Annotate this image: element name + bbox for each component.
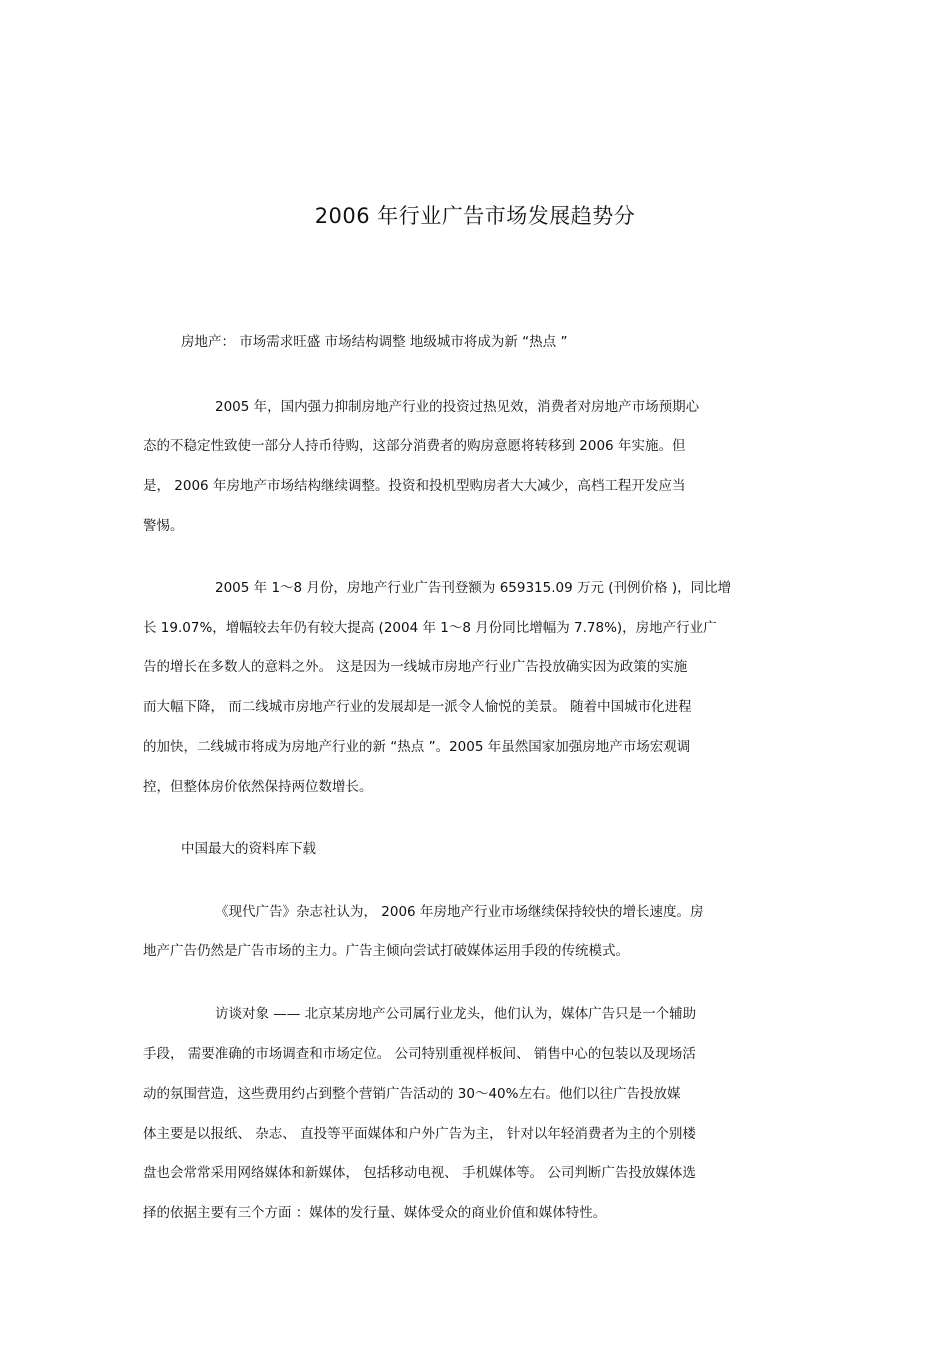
paragraph-line: 长 19.07%，增幅较去年仍有较大提高 (2004 年 1～8 月份同比增幅为 7.78%)，房地产行业广 xyxy=(143,620,717,636)
paragraph-line: 而大幅下降， 而二线城市房地产行业的发展却是一派令人愉悦的美景。 随着中国城市化进程 xyxy=(143,699,692,715)
paragraph-line: 手段， 需要准确的市场调查和市场定位。 公司特别重视样板间、 销售中心的包装以及现场活 xyxy=(143,1046,696,1062)
paragraph-line: 访谈对象 —— 北京某房地产公司属行业龙头，他们认为，媒体广告只是一个辅助 xyxy=(215,1006,697,1022)
section-heading: 房地产： 市场需求旺盛 市场结构调整 地级城市将成为新 “热点 ” xyxy=(181,334,568,350)
paragraph-line: 是， 2006 年房地产市场结构继续调整。投资和投机型购房者大大减少，高档工程开发应当 xyxy=(143,478,686,494)
paragraph-line: 警惕。 xyxy=(143,518,184,534)
document-title: 2006 年行业广告市场发展趋势分 xyxy=(314,204,636,228)
paragraph-line: 动的氛围营造，这些费用约占到整个营销广告活动的 30～40%左右。他们以往广告投放媒 xyxy=(143,1086,681,1102)
paragraph-line: 地产广告仍然是广告市场的主力。广告主倾向尝试打破媒体运用手段的传统模式。 xyxy=(143,943,629,959)
paragraph-line: 告的增长在多数人的意料之外。 这是因为一线城市房地产行业广告投放确实因为政策的实施 xyxy=(143,659,688,675)
paragraph-line: 择的依据主要有三个方面 ：媒体的发行量、媒体受众的商业价值和媒体特性。 xyxy=(143,1205,607,1221)
paragraph-line: 盘也会常常采用网络媒体和新媒体， 包括移动电视、 手机媒体等。 公司判断广告投放媒体选 xyxy=(143,1165,696,1181)
paragraph-line: 控，但整体房价依然保持两位数增长。 xyxy=(143,779,373,795)
paragraph-line: 态的不稳定性致使一部分人持币待购，这部分消费者的购房意愿将转移到 2006 年实施。但 xyxy=(143,438,686,454)
paragraph-line: 中国最大的资料库下载 xyxy=(181,841,316,857)
paragraph-line: 2005 年，国内强力抑制房地产行业的投资过热见效，消费者对房地产市场预期心 xyxy=(215,399,700,415)
paragraph-line: 《现代广告》杂志社认为， 2006 年房地产行业市场继续保持较快的增长速度。房 xyxy=(215,904,704,920)
paragraph-line: 的加快，二线城市将成为房地产行业的新 “热点 ”。2005 年虽然国家加强房地产市场宏观调 xyxy=(143,739,691,755)
paragraph-line: 体主要是以报纸、 杂志、 直投等平面媒体和户外广告为主， 针对以年轻消费者为主的个别楼 xyxy=(143,1126,696,1142)
paragraph-line: 2005 年 1～8 月份，房地产行业广告刊登额为 659315.09 万元 (刊例价格 )，同比增 xyxy=(215,580,732,596)
